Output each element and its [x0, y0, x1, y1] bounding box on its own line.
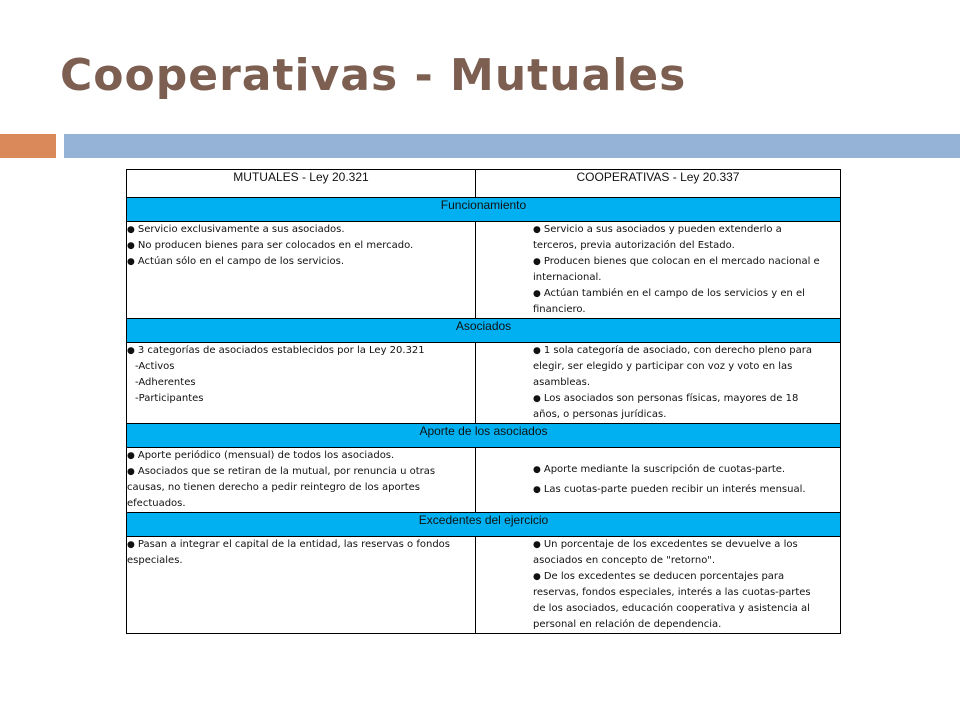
- bullet-icon: ●: [533, 540, 541, 550]
- section-header-funcionamiento: Funcionamiento: [127, 198, 841, 222]
- bullet-icon: ●: [127, 467, 135, 477]
- list-item: ● Aporte periódico (mensual) de todos los asociados.: [127, 450, 395, 461]
- column-header-cooperativas: COOPERATIVAS - Ley 20.337: [476, 170, 841, 198]
- section-header-asociados: Asociados: [127, 319, 841, 343]
- list-item: ● De los excedentes se deducen porcentajes para reservas, fondos especiales, interés a las cuotas-partes de los asociados, educación cooperativa y asistencia al personal en relación de dependencia.: [533, 571, 811, 630]
- table-header-row: [127, 170, 841, 198]
- bullet-icon: ●: [127, 540, 135, 550]
- bullet-icon: ●: [533, 289, 541, 299]
- cooperativas-cell: [476, 343, 841, 424]
- bullet-icon: ●: [533, 572, 541, 582]
- list-item: ● Las cuotas-parte pueden recibir un interés mensual.: [533, 484, 806, 495]
- list-item: ● Servicio a sus asociados y pueden extenderlo a terceros, previa autorización del Estado.: [533, 224, 782, 251]
- list-item: ● Aporte mediante la suscripción de cuotas-parte.: [533, 464, 786, 475]
- bullet-icon: ●: [127, 451, 135, 461]
- bullet-icon: ●: [127, 225, 135, 235]
- bullet-icon: ●: [533, 485, 541, 495]
- list-item: ● Los asociados son personas físicas, mayores de 18 años, o personas jurídicas.: [533, 393, 799, 420]
- list-item: ● Actúan sólo en el campo de los servicios.: [127, 256, 345, 267]
- mutuales-cell: [127, 343, 476, 424]
- list-item: ● Actúan también en el campo de los servicios y en el financiero.: [533, 288, 805, 315]
- bullet-icon: ●: [533, 465, 541, 475]
- list-item: ● Asociados que se retiran de la mutual, por renuncia u otras causas, no tienen derecho a pedir reintegro de los aportes efectuados.: [127, 466, 436, 509]
- list-subitem: -Participantes: [135, 393, 204, 404]
- list-item: ● No producen bienes para ser colocados en el mercado.: [127, 240, 414, 251]
- list-item: ● 3 categorías de asociados establecidos por la Ley 20.321: [127, 345, 425, 356]
- mutuales-cell: [127, 222, 476, 319]
- bullet-icon: ●: [533, 225, 541, 235]
- table-row: [127, 343, 841, 424]
- bullet-icon: ●: [533, 257, 541, 267]
- list-item: ● Pasan a integrar el capital de la entidad, las reservas o fondos especiales.: [127, 539, 450, 566]
- slide-title: Cooperativas - Mutuales: [60, 50, 687, 101]
- mutuales-cell: [127, 537, 476, 634]
- list-item: ● Un porcentaje de los excedentes se devuelve a los asociados en concepto de "retorno".: [533, 539, 798, 566]
- section-header-aporte: Aporte de los asociados: [127, 424, 841, 448]
- list-item: ● 1 sola categoría de asociado, con derecho pleno para elegir, ser elegido y participar con voz y voto en las asambleas.: [533, 345, 812, 388]
- bullet-icon: ●: [533, 346, 541, 356]
- list-item: ● Producen bienes que colocan en el mercado nacional e internacional.: [533, 256, 820, 283]
- accent-bar-orange: [0, 134, 56, 158]
- bullet-icon: ●: [127, 346, 135, 356]
- comparison-table: [126, 169, 841, 634]
- cooperativas-cell: [476, 537, 841, 634]
- bullet-icon: ●: [127, 257, 135, 267]
- table-row: [127, 222, 841, 319]
- section-header-excedentes: Excedentes del ejercicio: [127, 513, 841, 537]
- accent-bar-blue: [64, 134, 960, 158]
- mutuales-cell: [127, 448, 476, 513]
- column-header-mutuales: MUTUALES - Ley 20.321: [127, 170, 476, 198]
- list-subitem: -Adherentes: [135, 377, 196, 388]
- list-item: ● Servicio exclusivamente a sus asociados.: [127, 224, 345, 235]
- cooperativas-cell: [476, 448, 841, 513]
- list-subitem: -Activos: [135, 361, 175, 372]
- bullet-icon: ●: [533, 394, 541, 404]
- cooperativas-cell: [476, 222, 841, 319]
- table-row: [127, 537, 841, 634]
- table-row: [127, 448, 841, 513]
- bullet-icon: ●: [127, 241, 135, 251]
